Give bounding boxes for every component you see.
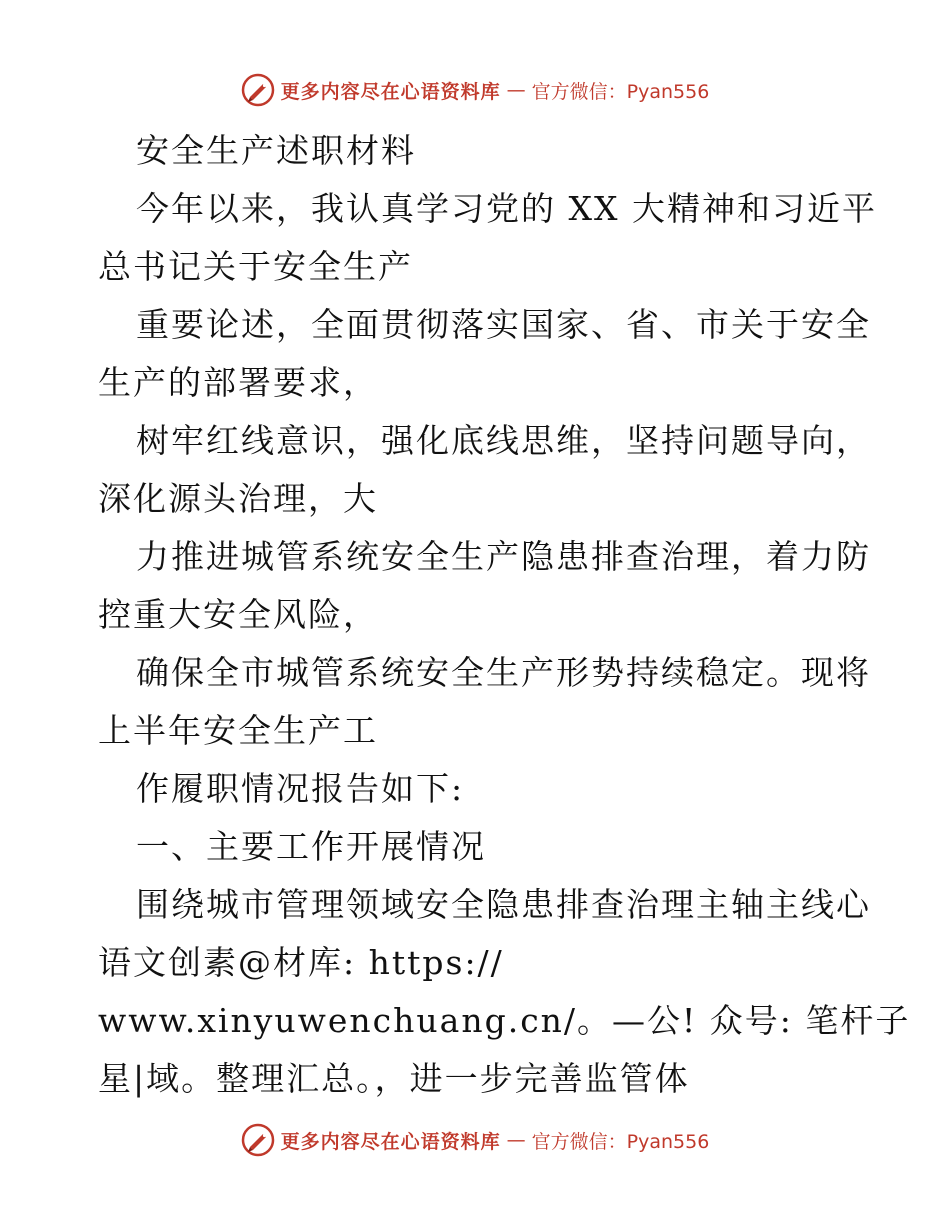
doc-line: 总书记关于安全生产: [98, 247, 413, 286]
doc-line: 控重大安全风险，: [98, 595, 378, 634]
watermark-header: [0, 70, 950, 110]
watermark-separator: —: [506, 1129, 526, 1151]
watermark-text: 更多内容尽在心语资料库: [280, 1130, 501, 1153]
pen-logo-icon: [241, 1123, 275, 1157]
doc-line: 生产的部署要求，: [98, 363, 378, 402]
document-body: [98, 122, 911, 1108]
doc-line: 确保全市城管系统安全生产形势持续稳定。现将: [136, 653, 871, 692]
doc-line: 语文创素@材库: https://: [98, 943, 504, 982]
pen-logo-icon: [241, 73, 275, 107]
doc-line: 星|域。整理汇总。，进一步完善监管体: [98, 1059, 690, 1098]
doc-line: 力推进城管系统安全生产隐患排查治理，着力防: [136, 537, 871, 576]
section-heading: 一、主要工作开展情况: [136, 827, 486, 866]
doc-line: 作履职情况报告如下:: [136, 769, 465, 808]
watermark-separator: —: [506, 79, 526, 101]
doc-line: 上半年安全生产工: [98, 711, 378, 750]
doc-line: www.xinyuwenchuang.cn/。—公! 众号: 笔杆子: [98, 1001, 911, 1040]
doc-title: 安全生产述职材料: [136, 131, 416, 170]
doc-line: 今年以来，我认真学习党的 XX 大精神和习近平: [136, 189, 877, 228]
doc-line: 重要论述，全面贯彻落实国家、省、市关于安全: [136, 305, 871, 344]
watermark-contact: 官方微信：Pyan556: [531, 80, 710, 103]
watermark-text: 更多内容尽在心语资料库: [280, 80, 501, 103]
watermark-contact: 官方微信：Pyan556: [531, 1130, 710, 1153]
doc-line: 树牢红线意识，强化底线思维，坚持问题导向，: [136, 421, 871, 460]
doc-line: 深化源头治理，大: [98, 479, 378, 518]
watermark-footer: [0, 1120, 950, 1160]
doc-line: 围绕城市管理领域安全隐患排查治理主轴主线心: [136, 885, 871, 924]
